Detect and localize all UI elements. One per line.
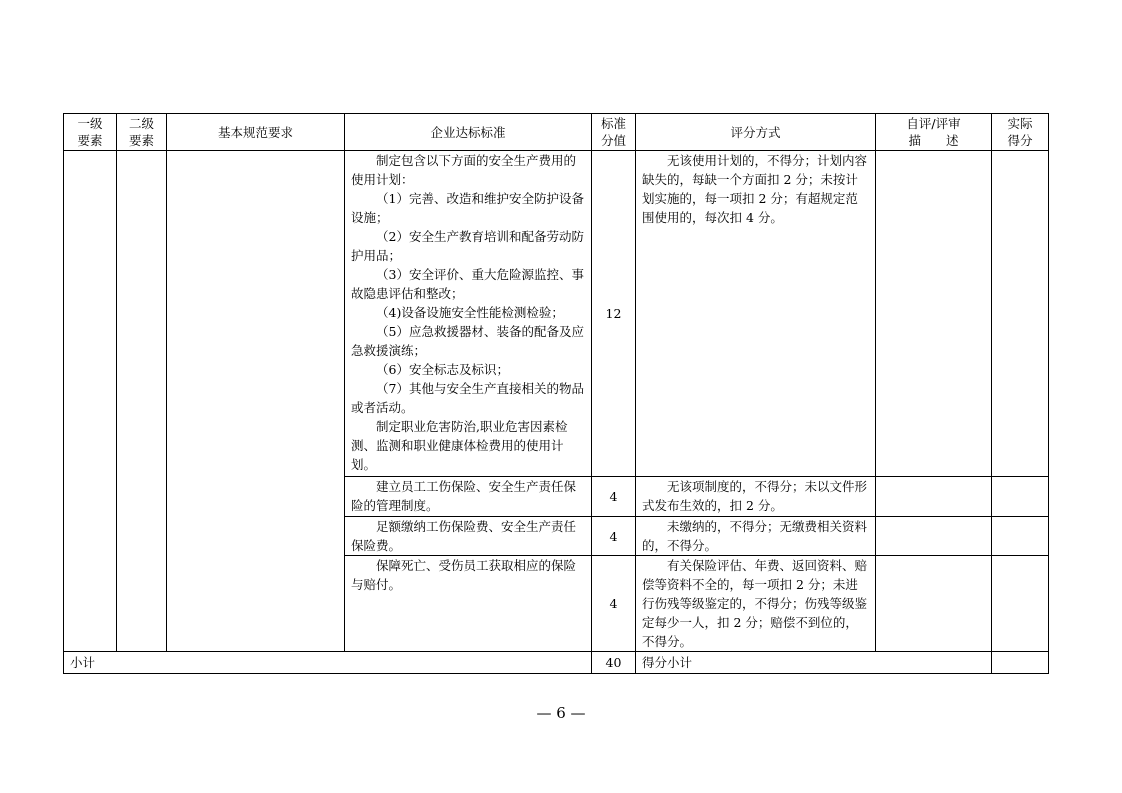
header-requirements: 基本规范要求 (167, 114, 345, 151)
subtotal-label: 小计 (64, 652, 592, 674)
standard-text: 保障死亡、受伤员工获取相应的保险与赔付。 (351, 558, 577, 592)
standard-text: 建立员工工伤保险、安全生产责任保险的管理制度。 (351, 479, 577, 513)
standard-cell (345, 556, 592, 652)
actual-score-cell[interactable] (992, 477, 1049, 517)
standard-cell (345, 517, 592, 556)
subtotal-row (64, 652, 1049, 674)
standard-text: （7）其他与安全生产直接相关的物品或者活动。 (351, 381, 584, 415)
self-eval-cell[interactable] (876, 151, 992, 477)
method-cell (636, 517, 876, 556)
header-standard: 企业达标标准 (345, 114, 592, 151)
header-actual-score: 实际 得分 (992, 114, 1049, 151)
standard-text: 制定包含以下方面的安全生产费用的使用计划： (351, 153, 577, 187)
standards-table (63, 113, 1049, 674)
standard-text: （4)设备设施安全性能检测检验； (376, 305, 564, 320)
standard-cell (345, 477, 592, 517)
actual-score-cell[interactable] (992, 556, 1049, 652)
standard-cell (345, 151, 592, 477)
page-number: — 6 — (536, 704, 586, 722)
method-text: 无该项制度的，不得分；未以文件形式发布生效的，扣 2 分。 (642, 479, 868, 513)
standard-text: 制定职业危害防治,职业危害因素检测、监测和职业健康体检费用的使用计划。 (351, 419, 568, 472)
method-text: 有关保险评估、年费、返回资料、赔偿等资料不全的，每一项扣 2 分；未进行伤残等级鉴定的，不得分；伤残等级鉴定每少一人，扣 2 分；赔偿不到位的，不得分。 (642, 558, 868, 649)
header-row (64, 114, 1049, 151)
method-cell (636, 151, 876, 477)
method-text: 未缴纳的，不得分；无缴费相关资料的，不得分。 (642, 519, 868, 553)
standard-text: （6）安全标志及标识； (376, 362, 509, 377)
score-cell: 4 (592, 556, 636, 652)
self-eval-cell[interactable] (876, 517, 992, 556)
score-cell: 4 (592, 517, 636, 556)
self-eval-cell[interactable] (876, 556, 992, 652)
header-self-eval: 自评/评审 描 述 (876, 114, 992, 151)
method-text: 无该使用计划的，不得分；计划内容缺失的，每缺一个方面扣 2 分；未按计划实施的，每一项扣 2 分；有超规定范围使用的，每次扣 4 分。 (642, 153, 868, 225)
header-score: 标准 分值 (592, 114, 636, 151)
actual-score-cell[interactable] (992, 517, 1049, 556)
score-subtotal-label: 得分小计 (636, 652, 992, 674)
level1-cell (64, 151, 117, 652)
header-level1: 一级 要素 (64, 114, 117, 151)
header-method: 评分方式 (636, 114, 876, 151)
standard-text: （1）完善、改造和维护安全防护设备设施； (351, 191, 584, 225)
standard-text: （5）应急救援器材、装备的配备及应急救援演练； (351, 324, 584, 358)
method-cell (636, 477, 876, 517)
level2-cell (117, 151, 167, 652)
score-cell: 4 (592, 477, 636, 517)
subtotal-score: 40 (592, 652, 636, 674)
actual-score-cell[interactable] (992, 151, 1049, 477)
standard-text: （2）安全生产教育培训和配备劳动防护用品； (351, 229, 584, 263)
standard-text: （3）安全评价、重大危险源监控、事故隐患评估和整改； (351, 267, 584, 301)
score-cell: 12 (592, 151, 636, 477)
self-eval-cell[interactable] (876, 477, 992, 517)
header-level2: 二级 要素 (117, 114, 167, 151)
requirements-cell (167, 151, 345, 652)
standard-text: 足额缴纳工伤保险费、安全生产责任保险费。 (351, 519, 577, 553)
table-row (64, 151, 1049, 477)
actual-subtotal-cell[interactable] (992, 652, 1049, 674)
method-cell (636, 556, 876, 652)
